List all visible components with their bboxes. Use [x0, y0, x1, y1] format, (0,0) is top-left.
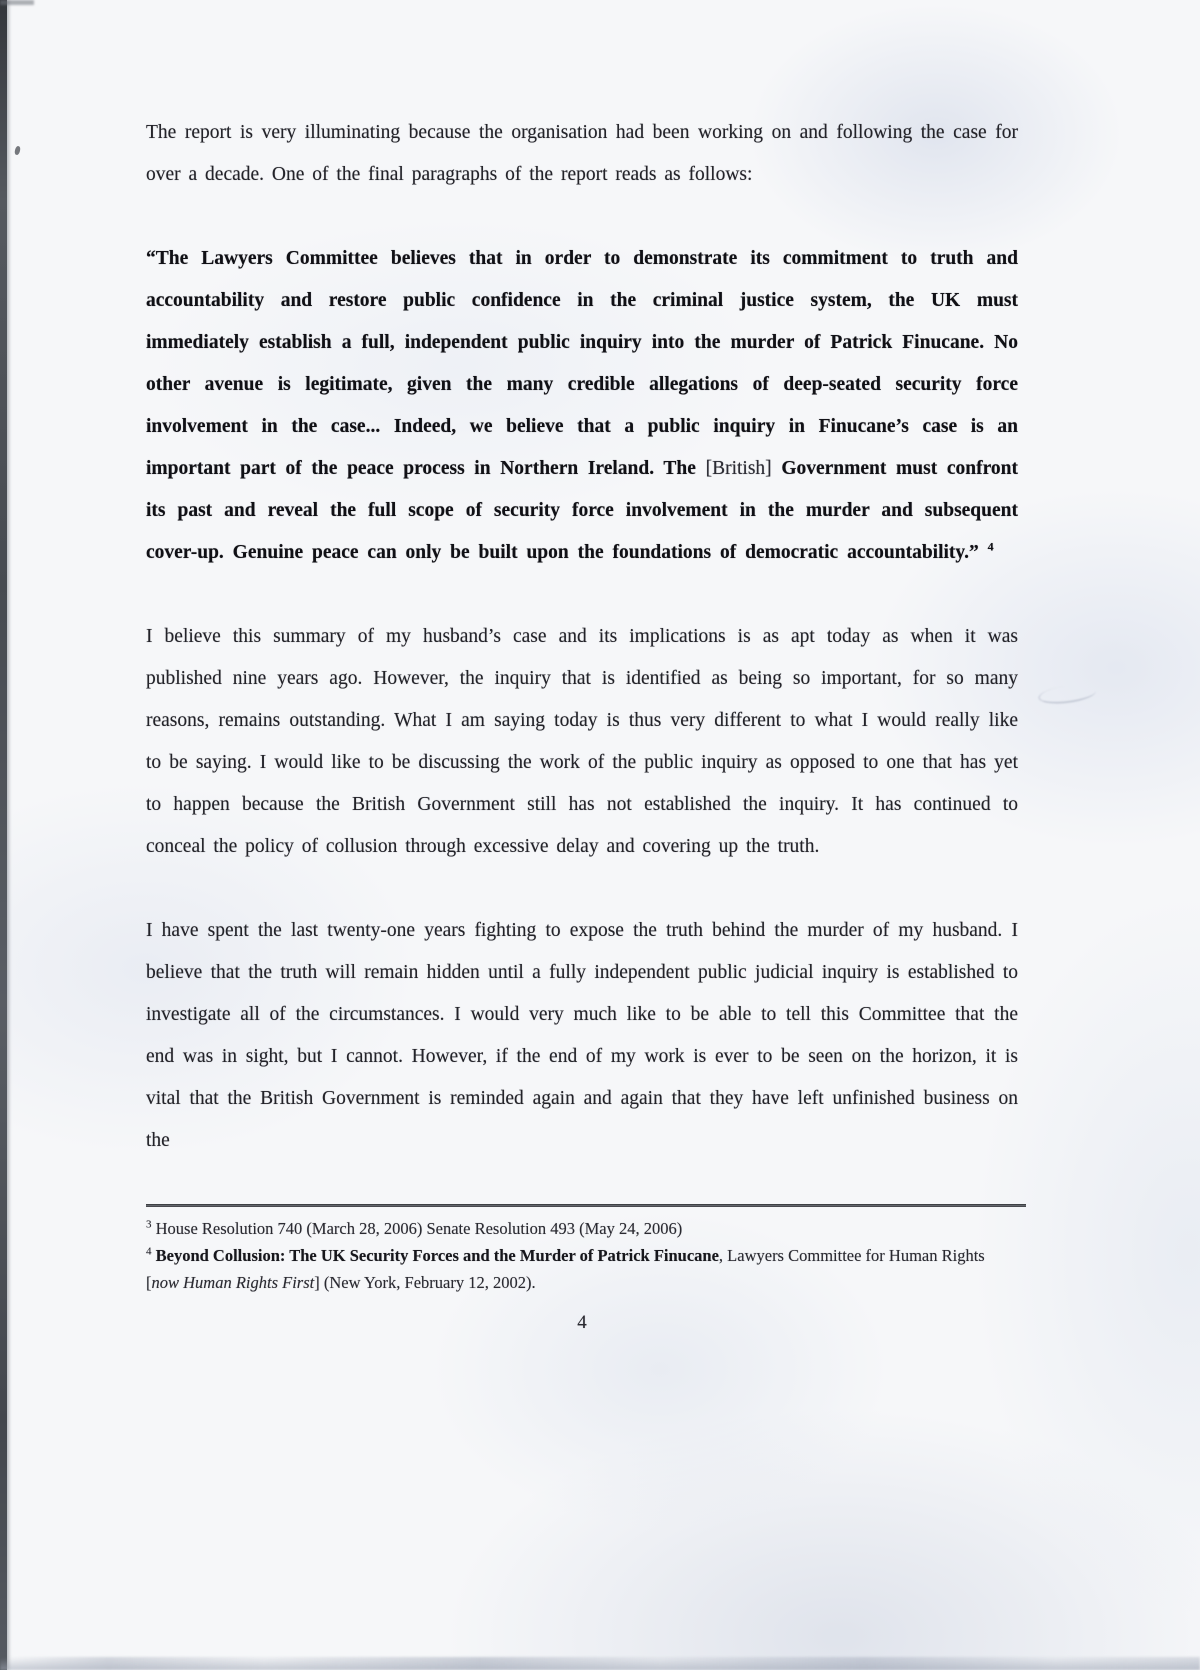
footnote-4-end: ] (New York, February 12, 2002). [314, 1273, 536, 1292]
footnote-4 [146, 1242, 1018, 1296]
footnote-3-text: House Resolution 740 (March 28, 2006) Senate Resolution 493 (May 24, 2006) [151, 1219, 683, 1238]
scan-edge-left [0, 0, 7, 1670]
document-body [146, 0, 1018, 1334]
paragraph-block-quote [146, 238, 1018, 574]
scan-edge-top [0, 0, 34, 5]
footnote-4-marker: 4 [146, 1245, 152, 1258]
quote-text-part2: Government must confront its past and reveal the full scope of security force involvement in the murder and subsequent cover-up. Genuine peace can only be built upon the foundations of democratic accountability.” [146, 458, 1018, 563]
footnote-separator-rule [146, 1204, 1026, 1207]
footnote-4-mid: , Lawyers Committee for Human Rights [ [146, 1246, 985, 1292]
quote-text-part1: “The Lawyers Committee believes that in order to demonstrate its commitment to truth and accountability and restore public confidence in the criminal justice system, the UK must immediately establish a full, independent public inquiry into the murder of Patrick Finucane. No other avenue is legitimate, given the many credible allegations of deep-seated security force involvement in the case... Indeed, we believe that a public inquiry in Finucane’s case is an important part of the peace process in Northern Ireland. The [146, 248, 1018, 479]
footnotes-section [146, 1215, 1018, 1296]
footnote-4-title: Beyond Collusion: The UK Security Forces and the Murder of Patrick Finucane [151, 1246, 719, 1265]
paragraph-closing: I have spent the last twenty-one years fighting to expose the truth behind the murder of my husband. I believe that the truth will remain hidden until a fully independent public judicial inquiry is established to investigate all of the circumstances. I would very much like to be able to tell this Committee that the end was in sight, but I cannot. However, if the end of my work is ever to be seen on the horizon, it is vital that the British Government is reminded again and again that they have left unfinished business on the [146, 920, 1018, 1151]
scan-edge-bottom [0, 1657, 1200, 1670]
paragraph-intro: The report is very illuminating because the organisation had been working on and following the case for over a decade. One of the final paragraphs of the report reads as follows: [146, 122, 1018, 185]
quote-bracket-british: [British] [705, 458, 772, 479]
paragraph-summary: I believe this summary of my husband’s case and its implications is as apt today as when it was published nine years ago. However, the inquiry that is identified as being so important, for so many reasons, remains outstanding. What I am saying today is thus very different to what I would really like to be saying. I would like to be discussing the work of the public inquiry as opposed to one that has yet to happen because the British Government still has not established the inquiry. It has continued to conceal the policy of collusion through excessive delay and covering up the truth. [146, 626, 1018, 857]
footnote-3-marker: 3 [146, 1218, 152, 1231]
footnote-reference-4: 4 [987, 539, 994, 554]
footnote-4-italic: now Human Rights First [151, 1273, 315, 1292]
scan-speck [14, 146, 21, 156]
page-number: 4 [577, 1312, 587, 1333]
footnote-3 [146, 1215, 1018, 1242]
pencil-smudge [1037, 683, 1097, 707]
